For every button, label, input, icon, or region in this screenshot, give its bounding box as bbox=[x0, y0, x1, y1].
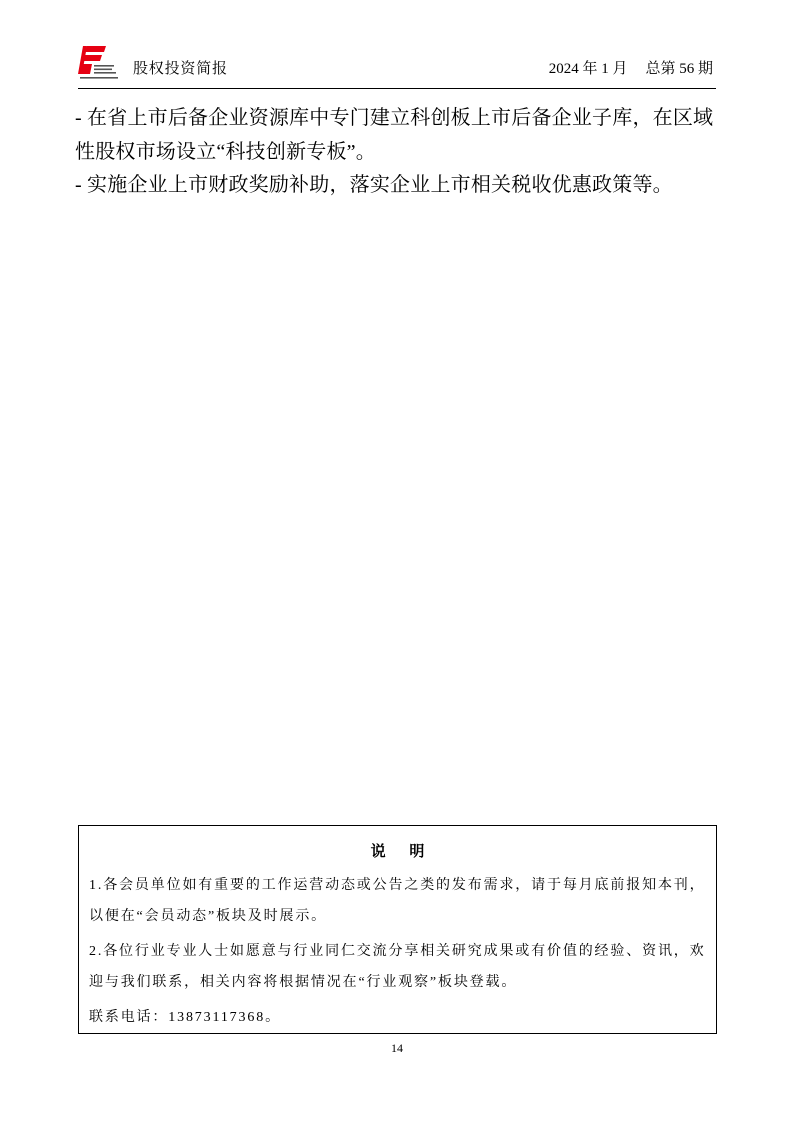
page-number: 14 bbox=[391, 1041, 403, 1055]
association-logo-icon bbox=[78, 44, 128, 84]
logo-caption-line bbox=[80, 77, 118, 79]
logo-mark-bottom bbox=[79, 64, 92, 74]
logo-caption-line bbox=[94, 69, 112, 71]
logo-caption-line bbox=[94, 65, 114, 67]
body-line: 性股权市场设立“科技创新专板”。 bbox=[75, 140, 376, 163]
notice-line: 1.各会员单位如有重要的工作运营动态或公告之类的发布需求，请于每月底前报知本刊， bbox=[89, 878, 706, 893]
notice-line: 迎与我们联系，相关内容将根据情况在“行业观察”板块登载。 bbox=[89, 975, 518, 990]
body-text bbox=[75, 102, 717, 203]
notice-box bbox=[78, 825, 717, 1034]
header-divider bbox=[78, 88, 716, 89]
body-line: - 在省上市后备企业资源库中专门建立科创板上市后备企业子库，在区域 bbox=[75, 107, 714, 129]
logo-mark-top bbox=[85, 46, 106, 52]
issue-date: 2024 年 1 月 bbox=[548, 61, 628, 77]
notice-line: 2.各位行业专业人士如愿意与行业同仁交流分享相关研究成果或有价值的经验、资讯，欢 bbox=[89, 944, 706, 959]
contact-phone: 联系电话：13873117368。 bbox=[89, 1010, 281, 1025]
notice-title: 说 明 bbox=[370, 844, 431, 860]
notice-line: 以便在“会员动态”板块及时展示。 bbox=[89, 909, 328, 924]
logo-caption-line bbox=[94, 72, 116, 74]
issue-info bbox=[549, 59, 713, 79]
publication-title: 股权投资简报 bbox=[133, 61, 228, 77]
body-line: - 实施企业上市财政奖励补助，落实企业上市相关税收优惠政策等。 bbox=[75, 174, 673, 196]
issue-number: 总第 56 期 bbox=[645, 61, 713, 77]
